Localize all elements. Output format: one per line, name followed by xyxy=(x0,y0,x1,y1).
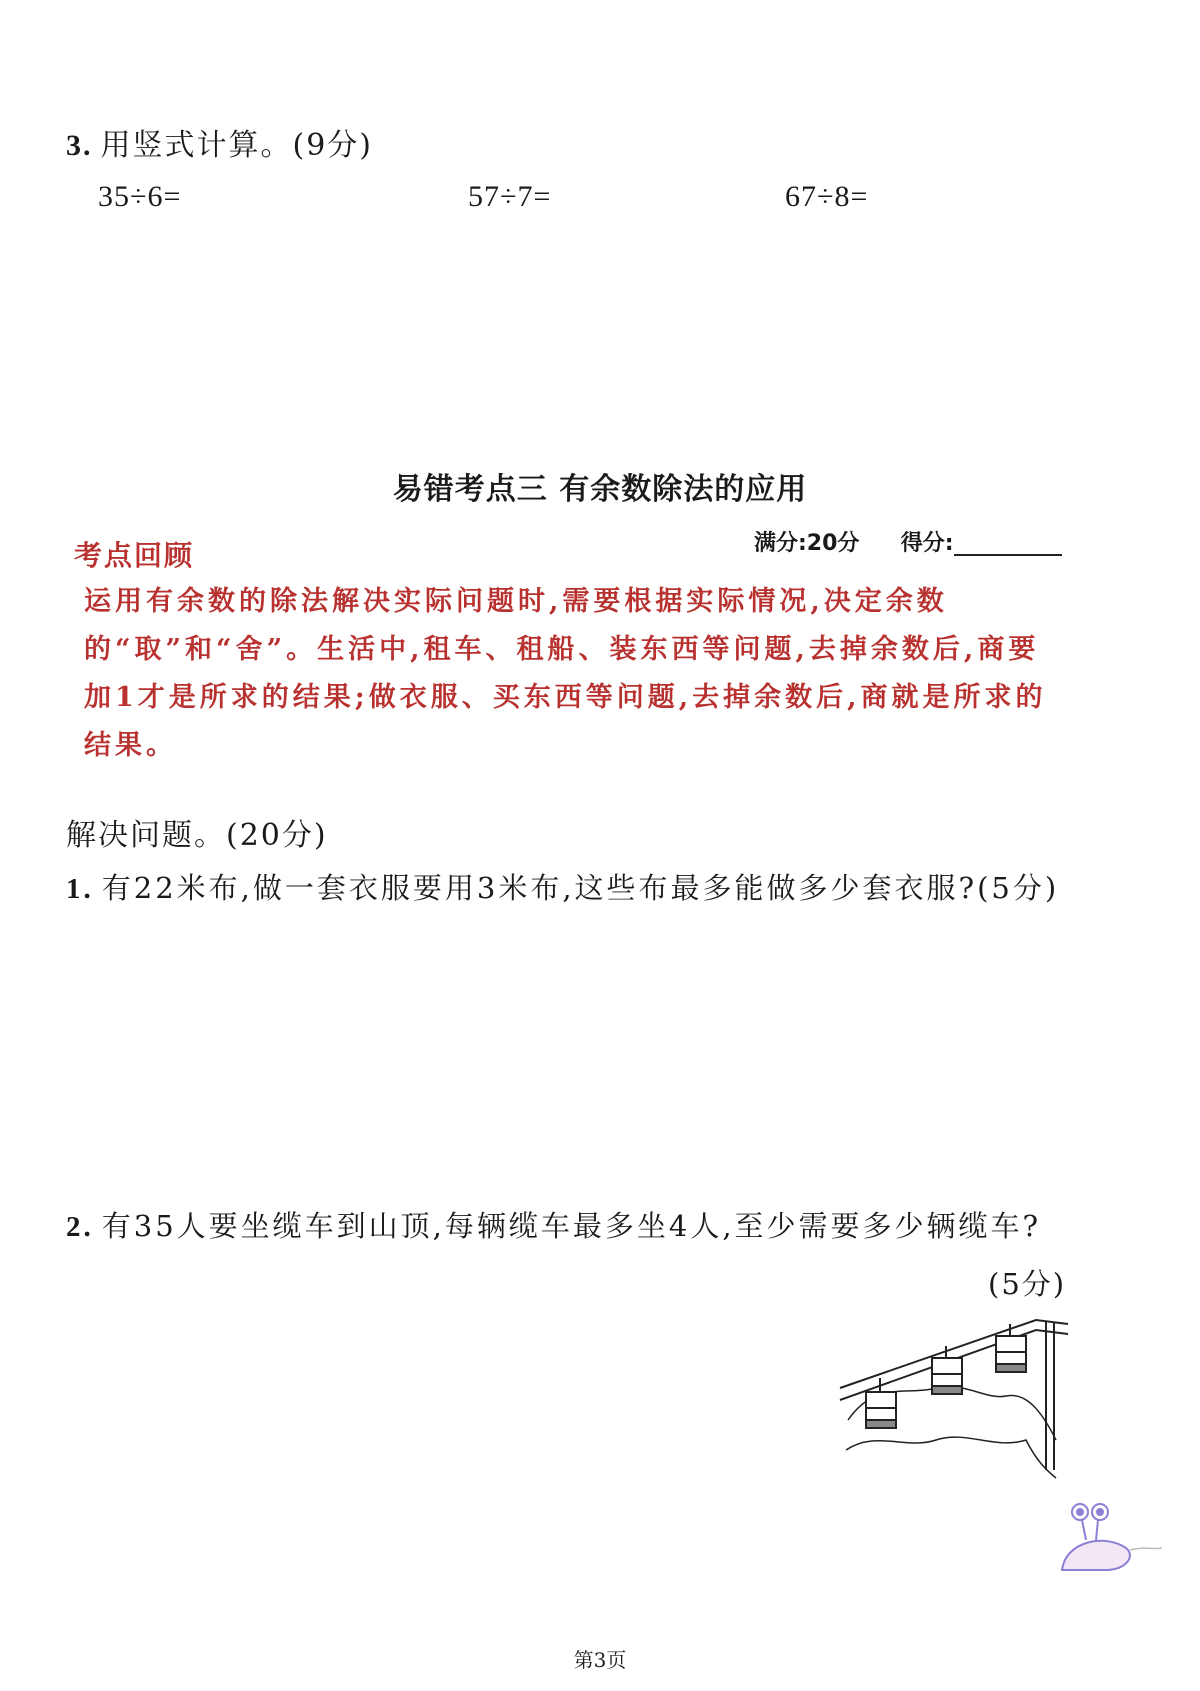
question-1-text: 有22米布,做一套衣服要用3米布,这些布最多能做多少套衣服?(5分) xyxy=(101,871,1060,905)
review-text: 运用有余数的除法解决实际问题时,需要根据实际情况,决定余数的“取”和“舍”。生活中,租车、租船、装东西等问题,去掉余数后,商要加1才是所求的结果;做衣服、买东西等问题,去掉余数后,商就是所求的结果。 xyxy=(84,586,1047,761)
full-score-label: 满分:20分 xyxy=(754,531,860,556)
review-label: 考点回顾 xyxy=(74,539,195,572)
section-title: 易错考点三 有余数除法的应用 xyxy=(392,472,808,507)
question-2 xyxy=(66,1204,1041,1245)
snail-icon xyxy=(1056,1500,1166,1580)
question-3-text: 用竖式计算。(9分) xyxy=(100,128,373,163)
question-number: 2. xyxy=(66,1211,94,1243)
question-number: 1. xyxy=(66,873,94,905)
question-number: 3. xyxy=(66,129,93,162)
expression-2: 57÷7= xyxy=(468,180,552,213)
expression-3: 67÷8= xyxy=(785,180,869,213)
score-blank[interactable] xyxy=(954,530,1062,556)
score-box xyxy=(754,526,1062,557)
cable-car-illustration xyxy=(836,1300,1076,1490)
solve-title: 解决问题。(20分) xyxy=(66,818,328,853)
page-number: 第3页 xyxy=(573,1648,627,1672)
question-2-text: 有35人要坐缆车到山顶,每辆缆车最多坐4人,至少需要多少辆缆车? xyxy=(101,1209,1042,1243)
question-2-points: (5分) xyxy=(988,1267,1067,1301)
question-1 xyxy=(66,866,1059,907)
got-score-label: 得分: xyxy=(900,531,954,556)
question-3-title xyxy=(66,120,373,164)
expression-1: 35÷6= xyxy=(98,180,182,213)
